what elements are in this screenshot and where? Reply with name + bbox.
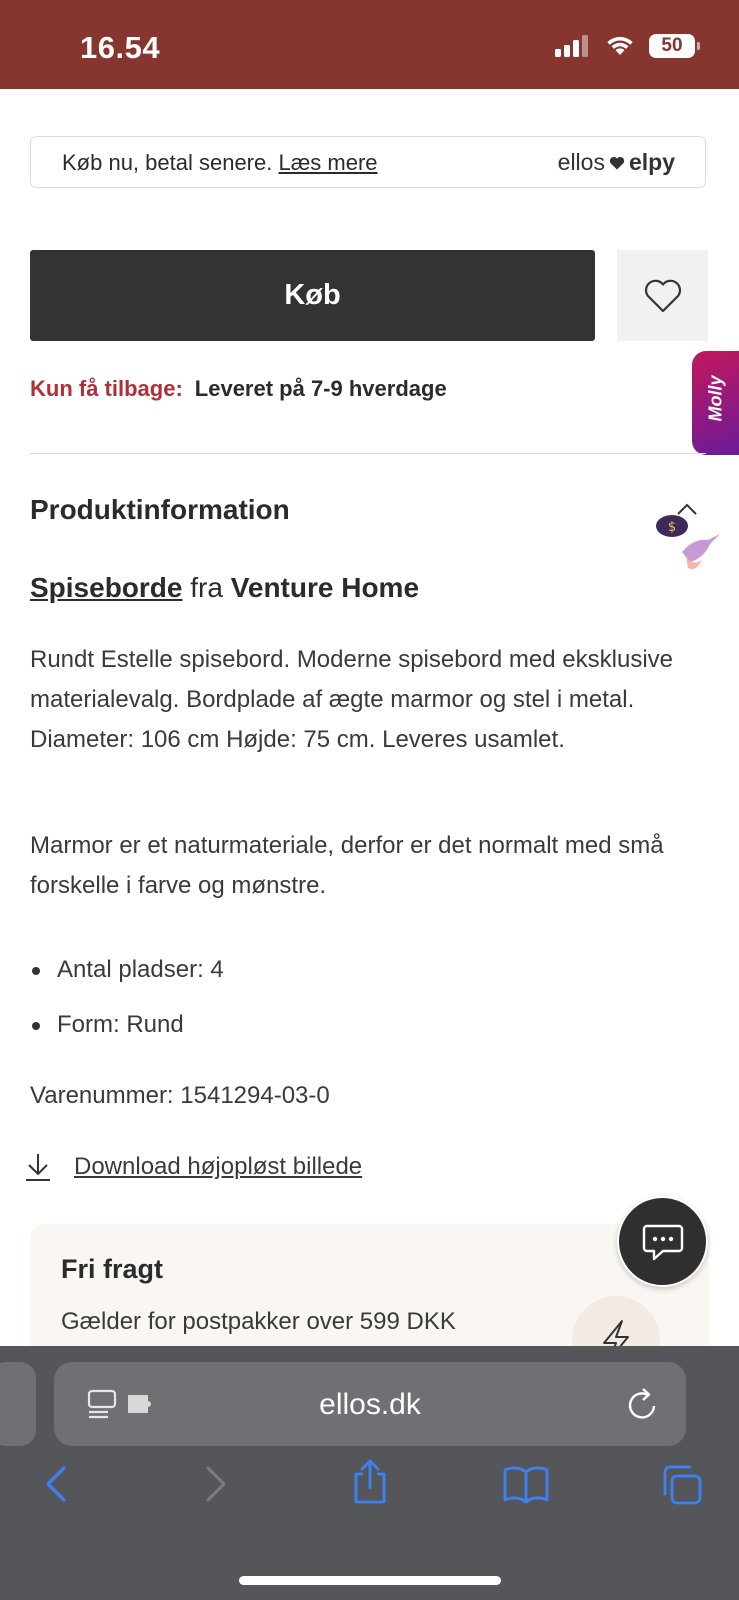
wifi-icon <box>605 35 635 57</box>
tabs-icon[interactable] <box>660 1464 704 1506</box>
download-label: Download højopløst billede <box>74 1153 363 1180</box>
delivery-status <box>30 376 447 402</box>
bnpl-text <box>62 150 378 176</box>
chat-button[interactable] <box>617 1196 708 1287</box>
spec-seats: Antal pladser: 4 <box>30 950 224 1005</box>
status-time: 16.54 <box>80 30 161 65</box>
bnpl-banner <box>30 136 706 188</box>
browser-toolbar <box>0 1346 739 1600</box>
download-icon <box>24 1152 52 1182</box>
download-image-link[interactable] <box>24 1152 362 1182</box>
share-icon[interactable] <box>350 1458 390 1506</box>
sku-number: Varenummer: 1541294-03-0 <box>30 1082 330 1109</box>
status-icons <box>555 34 695 58</box>
back-icon[interactable] <box>42 1464 72 1504</box>
bookmarks-icon[interactable] <box>502 1464 550 1504</box>
spec-shape: Form: Rund <box>30 1005 224 1060</box>
browser-nav-row <box>0 1464 739 1524</box>
category-link[interactable]: Spiseborde <box>30 572 183 603</box>
product-brand-line <box>30 572 419 604</box>
molly-side-tab[interactable] <box>692 351 739 455</box>
ellos-logo-text: ellos <box>557 149 605 175</box>
product-description: Rundt Estelle spisebord. Moderne spisebord med eksklusive materialevalg. Bordplade af ægte marmor og stel i metal. Diameter: 106 cm Højde: 75 cm. Leveres usamlet. <box>30 646 673 753</box>
forward-icon[interactable] <box>200 1464 230 1504</box>
from-text: fra <box>190 572 223 603</box>
marble-note: Marmor er et naturmateriale, derfor er det normalt med små forskelle i farve og mønstre. <box>30 832 664 899</box>
product-specs <box>30 950 224 1060</box>
delivery-info: Leveret på 7-9 hverdage <box>194 376 447 401</box>
battery-level: 50 <box>661 35 683 56</box>
brand-name: Venture Home <box>230 572 420 603</box>
heart-icon <box>609 156 625 170</box>
product-info-title[interactable]: Produktinformation <box>30 494 290 525</box>
elpy-logo-text: elpy <box>628 149 675 175</box>
molly-label: Molly <box>705 375 726 422</box>
home-indicator <box>239 1576 501 1585</box>
divider <box>30 453 706 454</box>
reload-icon[interactable] <box>626 1386 660 1422</box>
ellos-elpy-logo <box>558 149 675 176</box>
battery-indicator <box>649 34 695 58</box>
chat-bubble-icon <box>641 1222 685 1262</box>
cellular-signal-icon <box>555 35 591 57</box>
svg-text:$: $ <box>667 520 677 535</box>
free-shipping-title: Fri fragt <box>61 1254 164 1284</box>
status-bar <box>0 0 739 89</box>
bnpl-read-more-link[interactable]: Læs mere <box>278 150 378 175</box>
buy-button-label: Køb <box>284 279 341 311</box>
heart-outline-icon <box>643 278 683 314</box>
free-shipping-desc: Gælder for postpakker over 599 DKK <box>61 1308 456 1335</box>
previous-tab-peek[interactable] <box>0 1362 36 1446</box>
bnpl-label: Køb nu, betal senere. <box>62 150 273 175</box>
buy-button[interactable] <box>30 250 595 341</box>
address-bar[interactable] <box>54 1362 686 1446</box>
url-text: ellos.dk <box>319 1388 421 1421</box>
bird-mascot-icon <box>650 510 726 574</box>
stock-warning: Kun få tilbage: <box>30 376 183 401</box>
favorite-button[interactable] <box>617 250 708 341</box>
